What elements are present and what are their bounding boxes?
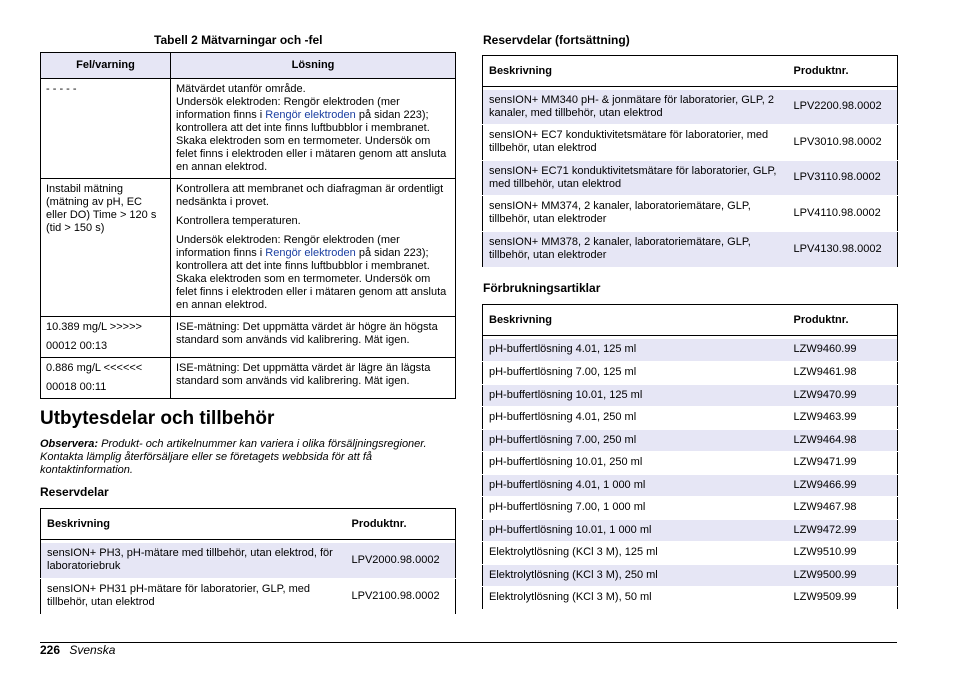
product-number-cell: LPV4110.98.0002 [788,195,898,231]
solution-text: Mätvärdet utanför område. [176,83,306,95]
error-line: 0.886 mg/L <<<<<< [46,362,143,374]
product-number-cell: LZW9510.99 [788,541,898,564]
error-line: 00012 00:13 [46,340,108,352]
reservdelar-cont-heading: Reservdelar (fortsättning) [483,33,630,47]
table-row [483,541,898,564]
table-row [483,496,898,519]
product-number-cell: LPV3010.98.0002 [788,124,898,160]
error-line: 00018 00:11 [46,381,107,393]
errors-table [40,52,456,399]
table-header-row [483,305,898,336]
table-header-row [41,53,456,79]
product-number-cell: LZW9461.98 [788,361,898,384]
note-paragraph: Observera: Produkt- och artikelnummer kan variera i olika försäljningsregioner. Kontakta lämplig återförsäljare eller se företagets webbsida för att få kontaktinformation. [40,438,427,476]
description-cell: sensION+ PH3, pH-mätare med tillbehör, utan elektrod, för laboratoriebruk [41,543,346,578]
solution-cell [171,179,456,317]
table-row [41,79,456,179]
product-number-cell: LZW9471.99 [788,451,898,474]
footer-language: Svenska [69,643,116,657]
column-header: Fel/varning [41,53,171,79]
description-cell: pH-buffertlösning 10.01, 250 ml [483,451,788,474]
product-number-cell: LZW9470.99 [788,384,898,406]
page-number: 226 [40,643,61,657]
table2-caption: Tabell 2 Mätvarningar och -fel [154,33,323,47]
description-cell: sensION+ MM340 pH- & jonmätare för laboratorier, GLP, 2 kanaler, med tillbehör, utan elektrod [483,90,788,124]
table-header-row [41,509,456,540]
description-cell: sensION+ MM378, 2 kanaler, laboratoriemätare, GLP, tillbehör, utan elektroder [483,231,788,267]
product-number-cell: LZW9509.99 [788,586,898,609]
table-row [41,317,456,358]
product-number-cell: LPV4130.98.0002 [788,231,898,267]
product-number-cell: LZW9463.99 [788,406,898,429]
table-row [483,564,898,586]
product-number-cell: LZW9464.98 [788,429,898,451]
description-cell: Elektrolytlösning (KCl 3 M), 125 ml [483,541,788,564]
reservdelar-table [40,508,456,615]
description-cell: Elektrolytlösning (KCl 3 M), 250 ml [483,564,788,586]
error-line: 10.389 mg/L >>>>> [46,321,142,333]
solution-cell [171,79,456,179]
product-number-cell: LZW9460.99 [788,339,898,361]
reservdelar-heading: Reservdelar [40,485,109,499]
table-header-row [483,56,898,87]
description-cell: pH-buffertlösning 7.00, 125 ml [483,361,788,384]
table-row [483,124,898,160]
reservdelar-cont-table [482,55,898,268]
column-header: Produktnr. [788,305,898,336]
description-cell: pH-buffertlösning 7.00, 250 ml [483,429,788,451]
column-header: Produktnr. [346,509,456,540]
product-number-cell: LPV2000.98.0002 [346,543,456,578]
description-cell: pH-buffertlösning 4.01, 125 ml [483,339,788,361]
table-row [483,519,898,541]
section-title: Utbytesdelar och tillbehör [40,408,275,429]
column-header: Beskrivning [41,509,346,540]
table-row [483,195,898,231]
table-row [483,361,898,384]
table-row [483,90,898,124]
cross-reference-link[interactable]: Rengör elektroden [265,109,356,121]
table-row [41,179,456,317]
description-cell: sensION+ MM374, 2 kanaler, laboratoriemätare, GLP, tillbehör, utan elektroder [483,195,788,231]
description-cell: sensION+ PH31 pH-mätare för laboratorier, GLP, med tillbehör, utan elektrod [41,578,346,614]
error-cell [41,317,171,358]
product-number-cell: LZW9467.98 [788,496,898,519]
table-row [483,406,898,429]
product-number-cell: LPV2200.98.0002 [788,90,898,124]
product-number-cell: LZW9472.99 [788,519,898,541]
note-label: Observera: [40,438,99,450]
table-row [483,586,898,609]
column-header: Beskrivning [483,305,788,336]
table-row [483,231,898,267]
table-row [41,358,456,399]
solution-text: Kontrollera temperaturen. [176,215,301,227]
description-cell: sensION+ EC71 konduktivitetsmätare för laboratorier, GLP, med tillbehör, utan elektrod [483,160,788,195]
solution-text: Kontrollera att membranet och diafragman är ordentligt nedsänkta i provet. [176,183,444,208]
table-row [41,543,456,578]
table-row [483,160,898,195]
product-number-cell: LZW9500.99 [788,564,898,586]
solution-cell: ISE-mätning: Det uppmätta värdet är lägre än lägsta standard som används vid kalibrering. Mät igen. [171,358,456,399]
forbrukning-table [482,304,898,610]
solution-text: Undersök elektroden: Rengör elektroden (mer information finns i Rengör elektroden på sidan 223); kontrollera att det inte finns luftbubblor i membranet. Skaka elektroden som en termometer. Undersök om felet finns i elektroden eller i mätaren genom att ansluta en annan elektrod. [176,96,447,173]
table-row [483,474,898,496]
product-number-cell: LZW9466.99 [788,474,898,496]
column-header: Lösning [171,53,456,79]
table-row [483,429,898,451]
description-cell: pH-buffertlösning 7.00, 1 000 ml [483,496,788,519]
product-number-cell: LPV2100.98.0002 [346,578,456,614]
product-number-cell: LPV3110.98.0002 [788,160,898,195]
footer-divider [40,642,897,643]
solution-cell: ISE-mätning: Det uppmätta värdet är högre än högsta standard som används vid kalibrering. Mät igen. [171,317,456,358]
page-footer [40,643,115,657]
description-cell: pH-buffertlösning 10.01, 125 ml [483,384,788,406]
error-cell [41,358,171,399]
solution-text: Undersök elektroden: Rengör elektroden (mer information finns i Rengör elektroden på sidan 223); kontrollera att det inte finns luftbubblor i membranet. Skaka elektroden som en termometer. Undersök om felet finns i elektroden eller i mätaren genom att ansluta en annan elektrod. [176,234,447,311]
error-cell: - - - - - [41,79,171,179]
column-header: Produktnr. [788,56,898,87]
table-row [483,384,898,406]
description-cell: pH-buffertlösning 10.01, 1 000 ml [483,519,788,541]
table-row [41,578,456,614]
forbrukning-heading: Förbrukningsartiklar [483,281,601,295]
description-cell: Elektrolytlösning (KCl 3 M), 50 ml [483,586,788,609]
cross-reference-link[interactable]: Rengör elektroden [265,247,356,259]
table-row [483,451,898,474]
table-row [483,339,898,361]
description-cell: pH-buffertlösning 4.01, 1 000 ml [483,474,788,496]
description-cell: pH-buffertlösning 4.01, 250 ml [483,406,788,429]
description-cell: sensION+ EC7 konduktivitetsmätare för laboratorier, med tillbehör, utan elektrod [483,124,788,160]
error-cell: Instabil mätning (mätning av pH, EC eller DO) Time > 120 s (tid > 150 s) [41,179,171,317]
column-header: Beskrivning [483,56,788,87]
